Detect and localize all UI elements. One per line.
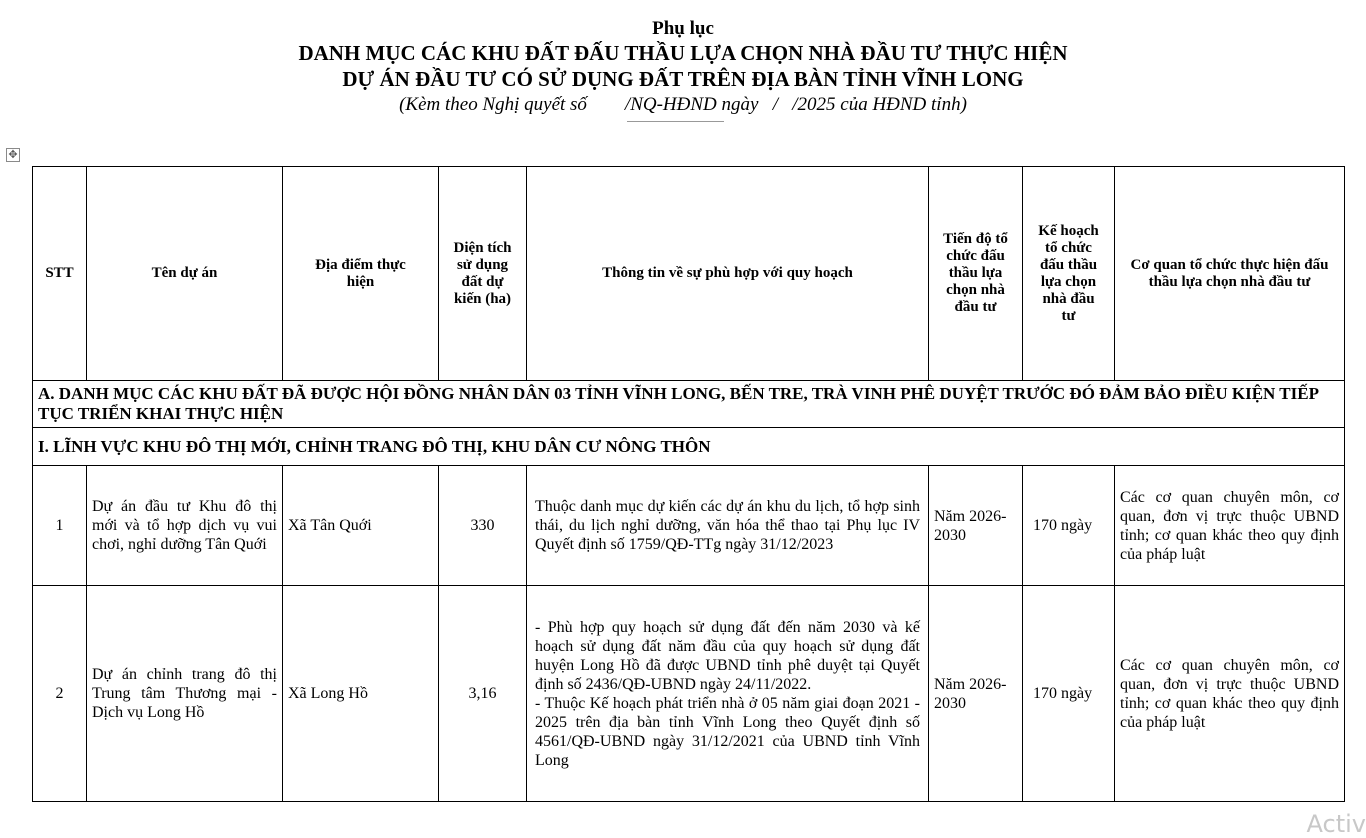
column-header-agency: Cơ quan tổ chức thực hiện đấu thầu lựa chọn nhà đầu tư [1115, 167, 1345, 381]
cell-project-name: Dự án đầu tư Khu đô thị mới và tổ hợp dịch vụ vui chơi, nghỉ dưỡng Tân Quới [87, 466, 283, 586]
column-header-stt: STT [33, 167, 87, 381]
section-i-row [33, 428, 1345, 466]
table-move-handle-icon[interactable]: ✥ [6, 148, 20, 162]
document-subtitle: (Kèm theo Nghị quyết số /NQ-HĐND ngày / /2025 của HĐND tỉnh) [399, 94, 967, 115]
section-i-heading: I. LĨNH VỰC KHU ĐÔ THỊ MỚI, CHỈNH TRANG ĐÔ THỊ, KHU DÂN CƯ NÔNG THÔN [33, 428, 1345, 466]
cell-plan: 170 ngày [1023, 586, 1115, 802]
cell-area: 330 [439, 466, 527, 586]
cell-location: Xã Long Hồ [283, 586, 439, 802]
planning-item: - Phù hợp quy hoạch sử dụng đất đến năm 2030 và kế hoạch sử dụng đất năm đầu của quy hoạch sử dụng đất huyện Long Hồ đã được UBND tỉnh phê duyệt tại Quyết định số 2436/QĐ-UBND ngày 24/11/2022. [535, 618, 920, 693]
cell-location: Xã Tân Quới [283, 466, 439, 586]
column-header-schedule: Tiến độ tổ chức đấu thầu lựa chọn nhà đầu tư [929, 167, 1023, 381]
section-a-heading: A. DANH MỤC CÁC KHU ĐẤT ĐÃ ĐƯỢC HỘI ĐỒNG NHÂN DÂN 03 TỈNH VĨNH LONG, BẾN TRE, TRÀ VINH PHÊ DUYỆT TRƯỚC ĐÓ ĐẢM BẢO ĐIỀU KIỆN TIẾP TỤC TRIỂN KHAI THỰC HIỆN [33, 381, 1345, 428]
header-divider [627, 121, 724, 122]
column-header-planning: Thông tin về sự phù hợp với quy hoạch [527, 167, 929, 381]
column-header-area: Diện tích sử dụng đất dự kiến (ha) [439, 167, 527, 381]
table-header-row [33, 167, 1345, 381]
column-header-project-name: Tên dự án [87, 167, 283, 381]
column-header-location: Địa điểm thực hiện [283, 167, 439, 381]
planning-item: - Thuộc Kế hoạch phát triển nhà ở 05 năm giai đoạn 2021 - 2025 trên địa bàn tỉnh Vĩnh Long theo Quyết định số 4561/QĐ-UBND ngày 31/12/2021 của UBND tỉnh Vĩnh Long [535, 694, 920, 769]
cell-agency: Các cơ quan chuyên môn, cơ quan, đơn vị trực thuộc UBND tỉnh; cơ quan khác theo quy định của pháp luật [1115, 466, 1345, 586]
section-a-row [33, 381, 1345, 428]
document-title-line-2: DỰ ÁN ĐẦU TƯ CÓ SỬ DỤNG ĐẤT TRÊN ĐỊA BÀN TỈNH VĨNH LONG [342, 67, 1024, 91]
cell-stt: 1 [33, 466, 87, 586]
cell-project-name: Dự án chỉnh trang đô thị Trung tâm Thương mại - Dịch vụ Long Hồ [87, 586, 283, 802]
cell-planning [527, 586, 929, 802]
column-header-plan: Kế hoạch tổ chức đấu thầu lựa chọn nhà đầu tư [1023, 167, 1115, 381]
activation-watermark: Activ [1306, 810, 1366, 838]
cell-agency: Các cơ quan chuyên môn, cơ quan, đơn vị trực thuộc UBND tỉnh; cơ quan khác theo quy định của pháp luật [1115, 586, 1345, 802]
cell-plan: 170 ngày [1023, 466, 1115, 586]
table-row [33, 466, 1345, 586]
cell-schedule: Năm 2026-2030 [929, 586, 1023, 802]
land-plots-table [32, 166, 1345, 802]
cell-stt: 2 [33, 586, 87, 802]
cell-schedule: Năm 2026-2030 [929, 466, 1023, 586]
appendix-label: Phụ lục [652, 18, 714, 39]
cell-area: 3,16 [439, 586, 527, 802]
table-row [33, 586, 1345, 802]
cell-planning: Thuộc danh mục dự kiến các dự án khu du lịch, tổ hợp sinh thái, du lịch nghỉ dưỡng, văn hóa thể thao tại Phụ lục IV Quyết định số 1759/QĐ-TTg ngày 31/12/2023 [527, 466, 929, 586]
document-title-line-1: DANH MỤC CÁC KHU ĐẤT ĐẤU THẦU LỰA CHỌN NHÀ ĐẦU TƯ THỰC HIỆN [298, 41, 1068, 65]
